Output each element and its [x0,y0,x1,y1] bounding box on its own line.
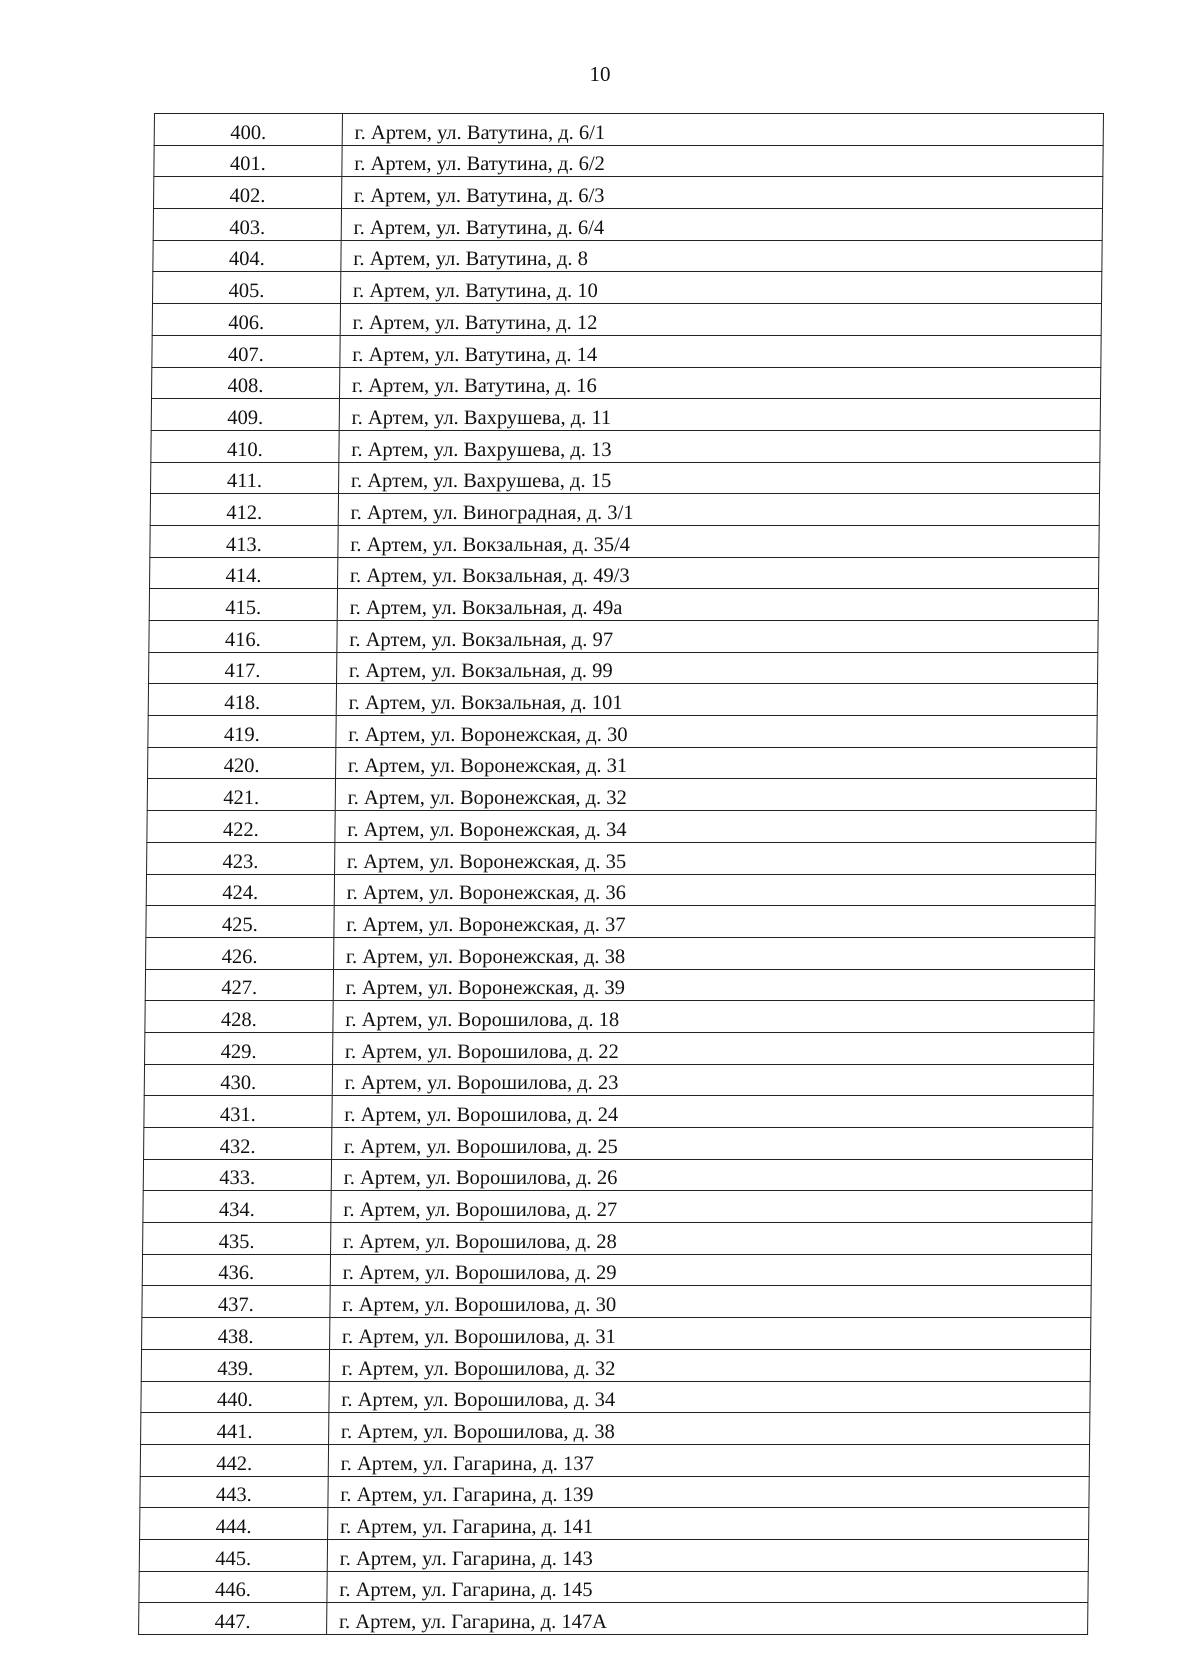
address-table [138,113,1104,1635]
row-number-cell: 400. [154,114,342,146]
row-number-cell: 402. [153,177,341,209]
address-cell: г. Артем, ул. Ворошилова, д. 24 [332,1096,1094,1128]
address-cell: г. Артем, ул. Ватутина, д. 6/1 [342,114,1104,146]
table-row [139,1603,1088,1635]
row-number-cell: 446. [139,1571,327,1603]
row-number-cell: 419. [148,716,336,748]
address-cell: г. Артем, ул. Гагарина, д. 147А [326,1603,1088,1635]
address-cell: г. Артем, ул. Ватутина, д. 6/3 [341,177,1103,209]
table-row [150,494,1099,526]
address-cell: г. Артем, ул. Воронежская, д. 39 [333,969,1095,1001]
address-cell: г. Артем, ул. Вокзальная, д. 49/3 [337,557,1099,589]
row-number-cell: 410. [151,430,339,462]
row-number-cell: 444. [140,1508,328,1540]
table-row [154,145,1103,177]
table-row [152,367,1101,399]
row-number-cell: 440. [141,1381,329,1413]
row-number-cell: 437. [142,1286,330,1318]
page-number: 10 [589,62,611,86]
row-number-cell: 445. [139,1539,327,1571]
row-number-cell: 412. [150,494,338,526]
row-number-cell: 421. [147,779,335,811]
address-cell: г. Артем, ул. Ворошилова, д. 23 [332,1064,1094,1096]
address-cell: г. Артем, ул. Гагарина, д. 145 [327,1571,1089,1603]
table-row [141,1349,1090,1381]
row-number-cell: 422. [147,811,335,843]
address-cell: г. Артем, ул. Гагарина, д. 141 [327,1508,1089,1540]
address-cell: г. Артем, ул. Воронежская, д. 35 [334,842,1096,874]
row-number-cell: 427. [145,969,333,1001]
table-row [148,716,1097,748]
table-row [146,906,1095,938]
address-cell: г. Артем, ул. Воронежская, д. 32 [335,779,1097,811]
row-number-cell: 447. [139,1603,327,1635]
row-number-cell: 414. [150,557,338,589]
table-row [142,1286,1091,1318]
table-row [151,462,1100,494]
table-row [149,652,1098,684]
address-cell: г. Артем, ул. Ватутина, д. 12 [340,304,1102,336]
table-row [153,240,1102,272]
table-row [147,842,1096,874]
address-cell: г. Артем, ул. Ворошилова, д. 29 [330,1254,1092,1286]
row-number-cell: 404. [153,240,341,272]
row-number-cell: 438. [142,1318,330,1350]
address-cell: г. Артем, ул. Ворошилова, д. 38 [328,1413,1090,1445]
address-cell: г. Артем, ул. Ворошилова, д. 31 [329,1318,1091,1350]
table-row [143,1159,1092,1191]
address-cell: г. Артем, ул. Вокзальная, д. 97 [337,621,1099,653]
row-number-cell: 430. [144,1064,332,1096]
row-number-cell: 415. [149,589,337,621]
row-number-cell: 418. [148,684,336,716]
address-cell: г. Артем, ул. Ворошилова, д. 25 [331,1128,1093,1160]
table-row [140,1508,1089,1540]
table-row [148,684,1097,716]
table-row [153,177,1102,209]
table-row [143,1223,1092,1255]
row-number-cell: 413. [150,525,338,557]
address-cell: г. Артем, ул. Виноградная, д. 3/1 [338,494,1100,526]
row-number-cell: 441. [141,1413,329,1445]
table-row [144,1096,1093,1128]
address-cell: г. Артем, ул. Ворошилова, д. 32 [329,1349,1091,1381]
table-row [146,937,1095,969]
address-cell: г. Артем, ул. Ватутина, д. 16 [339,367,1101,399]
address-cell: г. Артем, ул. Гагарина, д. 137 [328,1444,1090,1476]
address-cell: г. Артем, ул. Воронежская, д. 34 [335,811,1097,843]
address-cell: г. Артем, ул. Гагарина, д. 143 [327,1539,1089,1571]
address-cell: г. Артем, ул. Вокзальная, д. 49а [337,589,1099,621]
row-number-cell: 443. [140,1476,328,1508]
table-row [150,557,1099,589]
table-row [152,335,1101,367]
address-cell: г. Артем, ул. Воронежская, д. 38 [333,937,1095,969]
table-row [151,399,1100,431]
row-number-cell: 429. [145,1032,333,1064]
table-row [142,1318,1091,1350]
table-row [144,1064,1093,1096]
address-cell: г. Артем, ул. Воронежская, д. 36 [334,874,1096,906]
row-number-cell: 406. [152,304,340,336]
address-cell: г. Артем, ул. Ворошилова, д. 34 [329,1381,1091,1413]
address-cell: г. Артем, ул. Ворошилова, д. 22 [332,1032,1094,1064]
address-cell: г. Артем, ул. Ватутина, д. 6/4 [341,209,1103,241]
table-row [143,1191,1092,1223]
address-cell: г. Артем, ул. Ворошилова, д. 27 [331,1191,1093,1223]
table-row [147,811,1096,843]
row-number-cell: 417. [149,652,337,684]
row-number-cell: 433. [143,1159,331,1191]
address-cell: г. Артем, ул. Ворошилова, д. 30 [330,1286,1092,1318]
row-number-cell: 442. [140,1444,328,1476]
table-row [144,1128,1093,1160]
table-row [141,1381,1090,1413]
table-row [139,1539,1088,1571]
table-row [152,304,1101,336]
row-number-cell: 409. [151,399,339,431]
row-number-cell: 434. [143,1191,331,1223]
row-number-cell: 426. [146,937,334,969]
address-cell: г. Артем, ул. Ватутина, д. 10 [340,272,1102,304]
table-row [145,1001,1094,1033]
address-cell: г. Артем, ул. Гагарина, д. 139 [328,1476,1090,1508]
table-row [150,525,1099,557]
row-number-cell: 431. [144,1096,332,1128]
row-number-cell: 416. [149,621,337,653]
table-row [141,1413,1090,1445]
table-row [146,874,1095,906]
address-cell: г. Артем, ул. Вокзальная, д. 99 [336,652,1098,684]
table-row [153,209,1102,241]
row-number-cell: 408. [152,367,340,399]
table-row [153,272,1102,304]
table-row [147,779,1096,811]
address-cell: г. Артем, ул. Вахрушева, д. 15 [338,462,1100,494]
row-number-cell: 425. [146,906,334,938]
address-cell: г. Артем, ул. Вахрушева, д. 13 [339,430,1101,462]
row-number-cell: 432. [144,1128,332,1160]
address-cell: г. Артем, ул. Воронежская, д. 31 [335,747,1097,779]
address-cell: г. Артем, ул. Воронежская, д. 37 [334,906,1096,938]
table-row [140,1476,1089,1508]
address-cell: г. Артем, ул. Ватутина, д. 6/2 [342,145,1104,177]
address-cell: г. Артем, ул. Вокзальная, д. 101 [336,684,1098,716]
address-table-body [139,114,1104,1635]
table-row [149,589,1098,621]
row-number-cell: 428. [145,1001,333,1033]
row-number-cell: 423. [147,842,335,874]
row-number-cell: 403. [153,209,341,241]
address-cell: г. Артем, ул. Ворошилова, д. 18 [333,1001,1095,1033]
table-row [154,114,1103,146]
address-cell: г. Артем, ул. Ворошилова, д. 28 [330,1223,1092,1255]
row-number-cell: 411. [151,462,339,494]
table-row [140,1444,1089,1476]
table-row [148,747,1097,779]
row-number-cell: 420. [148,747,336,779]
row-number-cell: 435. [143,1223,331,1255]
table-row [145,969,1094,1001]
address-cell: г. Артем, ул. Воронежская, д. 30 [336,716,1098,748]
table-row [145,1032,1094,1064]
table-row [149,621,1098,653]
row-number-cell: 436. [142,1254,330,1286]
row-number-cell: 407. [152,335,340,367]
address-cell: г. Артем, ул. Вахрушева, д. 11 [339,399,1101,431]
row-number-cell: 439. [141,1349,329,1381]
address-cell: г. Артем, ул. Ватутина, д. 14 [340,335,1102,367]
table-row [151,430,1100,462]
table-row [139,1571,1088,1603]
row-number-cell: 401. [154,145,342,177]
row-number-cell: 424. [146,874,334,906]
address-cell: г. Артем, ул. Ворошилова, д. 26 [331,1159,1093,1191]
address-cell: г. Артем, ул. Вокзальная, д. 35/4 [338,525,1100,557]
row-number-cell: 405. [153,272,341,304]
table-row [142,1254,1091,1286]
address-cell: г. Артем, ул. Ватутина, д. 8 [341,240,1103,272]
